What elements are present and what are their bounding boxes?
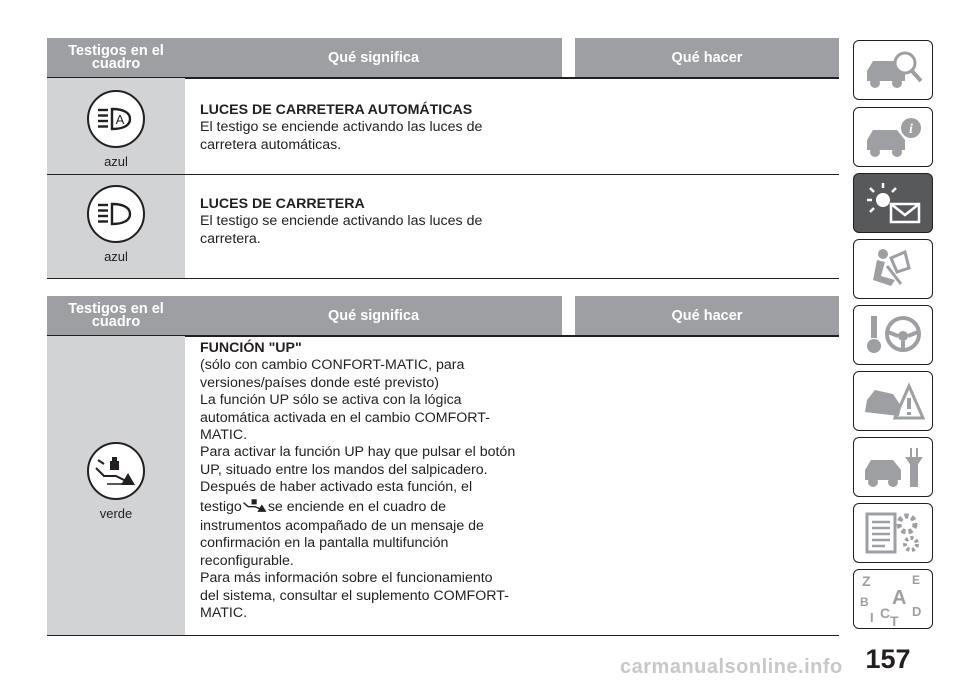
header-separator xyxy=(562,38,575,78)
sidebar-tab-alphabet-index[interactable] xyxy=(853,569,933,629)
table-row xyxy=(47,78,839,175)
row-text-line: versiones/países donde esté previsto) xyxy=(200,374,439,391)
row-title: LUCES DE CARRETERA AUTOMÁTICAS xyxy=(200,102,473,118)
row-text-line: Para activar la función UP hay que pulsar el botón xyxy=(200,444,516,461)
header-hacer: Qué hacer xyxy=(575,38,839,78)
icon-color-label: verde xyxy=(99,506,133,521)
row-text-line: UP, situado entre los mandos del salpicadero. xyxy=(200,461,488,478)
sidebar-tab-key-steering[interactable] xyxy=(853,305,933,365)
key-steering-wheel-icon xyxy=(861,312,925,358)
warning-lights-table-1 xyxy=(47,38,839,279)
index-letter: B xyxy=(860,595,869,609)
car-info-icon xyxy=(861,114,925,160)
inline-text-before: testigo xyxy=(200,498,242,515)
sidebar-tab-car-info[interactable] xyxy=(853,107,933,167)
car-accident-warning-icon xyxy=(861,378,925,424)
header-significa: Qué significa xyxy=(185,38,562,78)
warning-lights-table-2 xyxy=(47,296,839,636)
index-letter: I xyxy=(870,610,874,625)
sidebar-tab-car-tools[interactable] xyxy=(853,437,933,497)
row-title: FUNCIÓN "UP" xyxy=(200,340,302,356)
row-text-line: carretera automáticas. xyxy=(200,136,342,153)
page-number: 157 xyxy=(865,644,911,674)
sidebar-tab-specifications[interactable] xyxy=(853,503,933,563)
svg-text:i: i xyxy=(909,122,913,137)
index-letter: C xyxy=(880,605,891,621)
row-text-line: El testigo se enciende activando las luces de xyxy=(200,213,483,230)
header-significa: Qué significa xyxy=(185,296,562,336)
up-function-icon xyxy=(87,442,145,500)
header-cuadro: Testigos en el cuadro xyxy=(47,38,185,78)
index-letter: T xyxy=(890,613,899,626)
row-text-line: Después de haber activado esta función, el xyxy=(200,479,473,496)
index-letter: Z xyxy=(862,573,871,589)
row-text-line: MATIC. xyxy=(200,427,248,444)
warning-light-message-icon xyxy=(861,180,925,226)
icon-cell xyxy=(47,175,185,278)
high-beam-icon xyxy=(87,185,145,243)
row-text-line: El testigo se enciende activando las luces de xyxy=(200,119,483,136)
inline-text-after: se enciende en el cuadro de xyxy=(267,498,447,515)
icon-cell xyxy=(47,78,185,174)
car-search-icon xyxy=(861,47,925,93)
watermark: carmanualsonline.info xyxy=(620,656,843,678)
description-cell xyxy=(200,196,570,248)
seat-airbag-icon xyxy=(861,246,925,292)
sidebar-tab-car-search[interactable] xyxy=(853,40,933,100)
table-header xyxy=(47,38,839,78)
row-text-line: automática activada en el cambio COMFORT- xyxy=(200,409,490,426)
automatic-high-beam-icon xyxy=(87,90,145,148)
row-text-line: instrumentos acompañado de un mensaje de xyxy=(200,518,484,535)
row-text-line: (sólo con cambio CONFORT-MATIC, para xyxy=(200,357,465,374)
sidebar-tab-car-accident[interactable] xyxy=(853,371,933,431)
description-cell xyxy=(200,102,570,154)
row-text-line: del sistema, consultar el suplemento COMFORT- xyxy=(200,587,509,604)
index-letter: A xyxy=(892,587,907,609)
table-header xyxy=(47,296,839,336)
table-row xyxy=(47,336,839,636)
row-text-line: reconfigurable. xyxy=(200,552,294,569)
sidebar-tab-seat-airbag[interactable] xyxy=(853,239,933,299)
index-letter: E xyxy=(912,573,921,587)
index-letter: D xyxy=(912,604,922,619)
row-text-line: carretera. xyxy=(200,230,261,247)
header-hacer: Qué hacer xyxy=(575,296,839,336)
sidebar-tab-warning-lights[interactable] xyxy=(853,173,933,233)
icon-color-label: azul xyxy=(104,154,128,169)
up-function-inline-icon xyxy=(242,497,268,518)
alphabet-index-icon xyxy=(858,572,928,626)
icon-cell xyxy=(47,336,185,635)
row-text-line: confirmación en la pantalla multifunción xyxy=(200,535,449,552)
row-text-line-inline-icon xyxy=(200,497,570,518)
row-text-line: Para más información sobre el funcionamiento xyxy=(200,570,493,587)
row-text-line: MATIC. xyxy=(200,605,248,622)
specifications-gear-icon xyxy=(861,510,925,556)
row-text-line: La función UP sólo se activa con la lógica xyxy=(200,392,462,409)
car-tools-icon xyxy=(861,444,925,490)
icon-color-label: azul xyxy=(104,249,128,264)
svg-text:A: A xyxy=(115,112,125,127)
header-separator xyxy=(562,296,575,336)
header-cuadro: Testigos en el cuadro xyxy=(47,296,185,336)
description-cell xyxy=(200,340,570,623)
row-title: LUCES DE CARRETERA xyxy=(200,196,365,212)
table-row xyxy=(47,175,839,279)
